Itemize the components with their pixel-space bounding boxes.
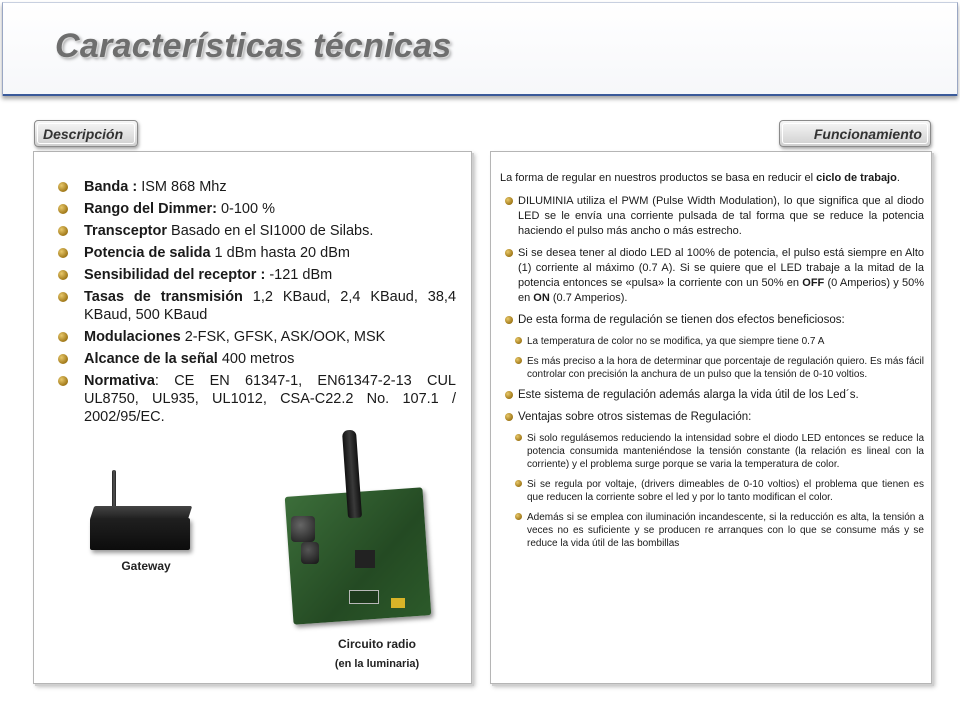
- tab-descripcion: [34, 120, 138, 147]
- bullet-icon: [515, 337, 522, 344]
- spec-label: Transceptor: [84, 223, 167, 239]
- spec-value: -121 dBm: [265, 267, 333, 283]
- bullet-icon: [58, 204, 68, 214]
- sub-bullet-text: La temperatura de color no se modifica, ya que siempre tiene 0.7 A: [527, 336, 825, 347]
- bullet-icon: [505, 413, 513, 421]
- funcionamiento-content: [500, 171, 924, 557]
- circuit-capacitor: [291, 516, 315, 542]
- spec-item: [58, 266, 456, 284]
- spec-value: ISM 868 Mhz: [137, 179, 227, 195]
- paragraph-text: De esta forma de regulación se tienen dos efectos beneficiosos:: [518, 314, 845, 326]
- sub-bullet-text: Es más preciso a la hora de determinar que porcentaje de regulación quiero. Es más fácil controlar con precisión la anchura de un pulso que la tensión de 0-10 voltios.: [527, 356, 924, 380]
- paragraph-text: Ventajas sobre otros sistemas de Regulación:: [518, 411, 752, 423]
- sub-bullet-text: Además si se emplea con iluminación incandescente, si la reducción es alta, la tensión a veces no es suficiente y se producen re arranques con lo que se consume más y se reduce la vida útil de las bombillas: [527, 512, 924, 549]
- paragraph-bold: OFF: [802, 277, 825, 289]
- bullet-icon: [505, 197, 513, 205]
- circuit-caption: [315, 634, 439, 674]
- bullet-icon: [515, 513, 522, 520]
- bullet-paragraph: [500, 194, 924, 239]
- sub-bullet-text: Si solo regulásemos reduciendo la intensidad sobre el diodo LED entonces se reduce la potencia consumida manteniéndose la tensión constante (la relación es lineal con la corriente) y el problema surge porque se varia la temperatura de color.: [527, 433, 924, 470]
- header-band: [2, 2, 958, 96]
- sub-bullet: [500, 335, 924, 348]
- bullet-icon: [58, 376, 68, 386]
- spec-value: 400 metros: [217, 351, 295, 367]
- sub-bullet: [500, 511, 924, 550]
- spec-label: Banda :: [84, 179, 138, 195]
- circuit-capacitor: [301, 542, 319, 564]
- spec-item: [58, 222, 456, 240]
- spec-value: 1 dBm hasta 20 dBm: [210, 245, 350, 261]
- bullet-icon: [58, 226, 68, 236]
- lead-end: .: [896, 172, 900, 184]
- gateway-body: [90, 518, 190, 550]
- bullet-paragraph: [500, 313, 924, 328]
- circuit-image: [283, 430, 433, 630]
- tab-funcionamiento-label: Funcionamiento: [813, 126, 922, 142]
- page-title: Características técnicas: [55, 27, 452, 65]
- spec-item: [58, 200, 456, 218]
- gateway-image: [90, 470, 200, 550]
- gateway-caption: Gateway: [121, 559, 171, 573]
- spec-item: [58, 244, 456, 262]
- tab-descripcion-label: Descripción: [43, 126, 124, 142]
- circuit-caption-title: Circuito radio: [337, 637, 416, 651]
- paragraph-text: DILUMINIA utiliza el PWM (Pulse Width Modulation), lo que significa que al diodo LED se le envía una corriente pulsada de tal forma que se reduce la potencia haciendo el pulso más ancho o más estrecho.: [518, 195, 924, 237]
- lead-paragraph: [500, 171, 924, 186]
- header-accent-line: [3, 94, 957, 96]
- sub-bullet: [500, 432, 924, 471]
- spec-value: 2-FSK, GFSK, ASK/OOK, MSK: [180, 329, 386, 345]
- bullet-icon: [515, 357, 522, 364]
- bullet-icon: [515, 434, 522, 441]
- lead-bold: ciclo de trabajo: [816, 172, 897, 184]
- bullet-icon: [58, 270, 68, 280]
- spec-label: Modulaciones: [84, 329, 181, 345]
- circuit-connector: [349, 590, 379, 604]
- spec-label: Rango del Dimmer:: [84, 201, 217, 217]
- paragraph-bold: ON: [533, 292, 550, 304]
- bullet-paragraph: [500, 410, 924, 425]
- bullet-icon: [505, 316, 513, 324]
- spec-value: : CE EN 61347-1, EN61347-2-13 CUL UL8750, UL935, UL1012, CSA-C22.2 No. 107.1 / 2002/95/EC.: [84, 373, 456, 425]
- circuit-connector: [391, 598, 405, 608]
- bullet-icon: [58, 182, 68, 192]
- sub-bullet: [500, 478, 924, 504]
- bullet-icon: [58, 332, 68, 342]
- bullet-paragraph: [500, 388, 924, 403]
- lead-text: La forma de regular en nuestros productos se basa en reducir el: [500, 172, 817, 184]
- paragraph-text: Este sistema de regulación además alarga la vida útil de los Led´s.: [518, 389, 859, 401]
- spec-item: [58, 178, 456, 196]
- paragraph-text: Si se desea tener al diodo LED al 100% de potencia, el pulso está siempre en Alto (1) corriente al máximo (0.7 A). Si se quiere que el LED trabaje a la mitad de la potencia entonces se «pulsa» la corriente con un 50% en: [518, 247, 924, 289]
- bullet-icon: [505, 391, 513, 399]
- spec-value: 0-100 %: [216, 201, 275, 217]
- spec-value: Basado en el SI1000 de Silabs.: [167, 223, 374, 239]
- bullet-icon: [58, 354, 68, 364]
- spec-label: Normativa: [84, 373, 155, 389]
- spec-value: 1,2 KBaud, 2,4 KBaud, 38,4 KBaud, 500 KBaud: [84, 289, 457, 323]
- tab-funcionamiento: [779, 120, 931, 147]
- spec-label: Tasas de transmisión: [84, 289, 243, 305]
- spec-label: Potencia de salida: [84, 245, 211, 261]
- sub-bullet-text: Si se regula por voltaje, (drivers dimeables de 0-10 voltios) el problema que tienen es que reducen la corriente sobre el led y por lo tanto modifican el color.: [527, 479, 924, 503]
- bullet-icon: [58, 248, 68, 258]
- bullet-icon: [58, 292, 68, 302]
- spec-item: [58, 372, 456, 426]
- bullet-icon: [505, 249, 513, 257]
- spec-item: [58, 288, 456, 324]
- specs-list: [58, 178, 456, 430]
- circuit-caption-sub: (en la luminaria): [334, 658, 420, 670]
- spec-item: [58, 328, 456, 346]
- paragraph-text: (0.7 Amperios).: [549, 292, 628, 304]
- bullet-icon: [515, 480, 522, 487]
- sub-bullet: [500, 355, 924, 381]
- paragraph-text: (0 Amperios) y 50% en: [518, 277, 924, 304]
- spec-item: [58, 350, 456, 368]
- bullet-paragraph: [500, 246, 924, 306]
- spec-label: Alcance de la señal: [84, 351, 218, 367]
- circuit-chip: [355, 550, 375, 568]
- spec-label: Sensibilidad del receptor :: [84, 267, 266, 283]
